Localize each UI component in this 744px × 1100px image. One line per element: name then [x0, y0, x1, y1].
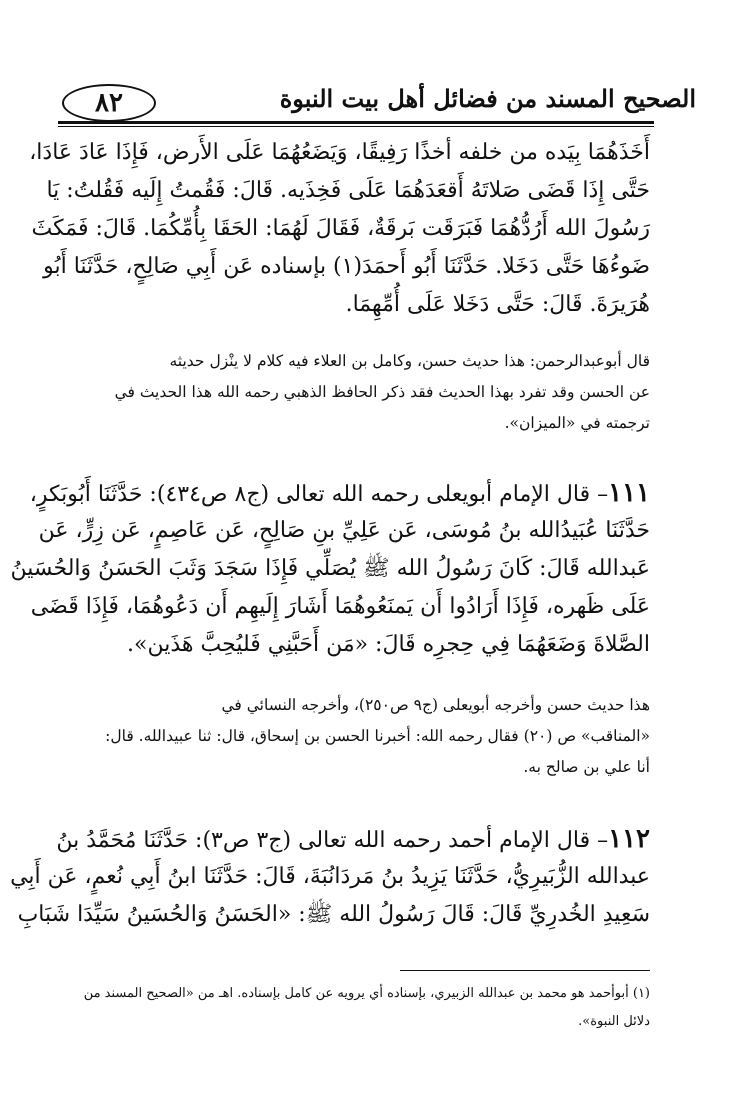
text-line: عبدالله الزُّبَيرِيُّ، حَدَّثَنَا يَزِيدُ بنُ مَردَانُبَةَ، قَالَ: حَدَّثَنَا ابنُ أَبِي نُعمٍ، عَن أَبِي	[10, 864, 650, 889]
text-line: سَعِيدِ الخُدرِيِّ قَالَ: قَالَ رَسُولُ الله ﷺ: «الحَسَنُ وَالحُسَينُ سَيِّدَا شَبَابِ	[17, 902, 650, 927]
text-line: أنا علي بن صالح به.	[523, 758, 650, 776]
hadith-111	[10, 474, 650, 664]
text-line: عَبدالله قَالَ: كَانَ رَسُولُ الله ﷺ يُصَلِّي فَإِذَا سَجَدَ وَثَبَ الحَسَنُ وَالحُسَينُ	[10, 556, 650, 581]
text-line: رَسُولَ الله أَرُدُّهُمَا فَبَرَقَت بَرقَةٌ، فَقَالَ لَهُمَا: الحَقَا بِأُمِّكُمَا. قَالَ: فَمَكَثَ	[31, 216, 650, 241]
hadith-first-line	[56, 820, 650, 858]
page-header	[58, 78, 710, 122]
text-line: قال أبوعبدالرحمن: هذا حديث حسن، وكامل بن العلاء فيه كلام لا ينْزل حديثه	[169, 352, 650, 370]
text-line: هذا حديث حسن وأخرجه أبويعلى (ج٩ ص٢٥٠)، وأخرجه النسائي في	[221, 696, 650, 714]
hadith-first-line	[29, 474, 650, 512]
hadith-number: ١١١	[608, 478, 650, 508]
text-line: ضَوءُهَا حَتَّى دَخَلا. حَدَّثَنَا أَبُو أَحمَدَ(١) بإسناده عَن أَبِي صَالِحٍ، حَدَّثَنَا أَبُو	[43, 254, 650, 279]
text-line: ترجمته في «الميزان».	[504, 414, 650, 432]
footnote-rule	[400, 970, 650, 971]
page-number: ٨٢	[62, 84, 156, 122]
hadith-112	[10, 820, 650, 934]
text-line: – قال الإمام أحمد رحمه الله تعالى (ج٣ ص٣): حَدَّثَنَا مُحَمَّدُ بنُ	[56, 828, 609, 853]
hadith-continuation	[29, 134, 650, 324]
commentary-block	[74, 690, 650, 783]
footnote-line: (١) أبوأحمد هو محمد بن عبدالله الزبيري، بإسناده أي يرويه عن كامل بإسناده. اهـ من «الصحيح المسند من	[83, 986, 650, 1001]
hadith-number: ١١٢	[608, 824, 650, 854]
text-line: عَلَى ظَهره، فَإِذَا أَرَادُوا أَن يَمنَعُوهُمَا أَشَارَ إِلَيهِم أَن دَعُوهُمَا، فَإِذَا قَضَى	[30, 594, 650, 619]
text-line: حَتَّى إِذَا قَضَى صَلاتَهُ أَقعَدَهُمَا عَلَى فَخِذَيه. قَالَ: فَقُمتُ إِلَيه فَقُلتُ: يَا	[46, 178, 650, 203]
text-line: أَخَذَهُمَا بِيَده من خلفه أخذًا رَفِيقًا، وَيَضَعُهُمَا عَلَى الأَرض، فَإِذَا عَادَ عَادَا،	[29, 140, 650, 165]
footnote	[74, 980, 650, 1036]
footnote-line: دلائل النبوة».	[578, 1014, 650, 1029]
header-rule	[58, 121, 654, 124]
text-line: عن الحسن وقد تفرد بهذا الحديث فقد ذكر الحافظ الذهبي رحمه الله هذا الحديث في	[114, 383, 650, 401]
text-line: – قال الإمام أبويعلى رحمه الله تعالى (ج٨ ص٤٣٤): حَدَّثَنَا أَبُوبَكرٍ،	[29, 482, 609, 507]
text-line: الصَّلاةَ وَضَعَهُمَا فِي حِجرِه قَالَ: «مَن أَحَبَّنِي فَليُحِبَّ هَذَين».	[127, 632, 650, 657]
commentary-block	[74, 346, 650, 439]
header-rule-thin	[58, 126, 654, 127]
text-line: هُرَيرَةَ. قَالَ: حَتَّى دَخَلا عَلَى أُمِّهِمَا.	[345, 292, 650, 317]
text-line: حَدَّثَنَا عُبَيدُالله بنُ مُوسَى، عَن عَلِيِّ بنِ صَالِحٍ، عَن عَاصِمٍ، عَن زِرٍّ، عَن	[38, 518, 650, 543]
running-title: الصحيح المسند من فضائل أهل بيت النبوة	[279, 84, 696, 113]
text-line: «المناقب» ص (٢٠) فقال رحمه الله: أخبرنا الحسن بن إسحاق، قال: ثنا عبيدالله. قال:	[105, 727, 650, 745]
